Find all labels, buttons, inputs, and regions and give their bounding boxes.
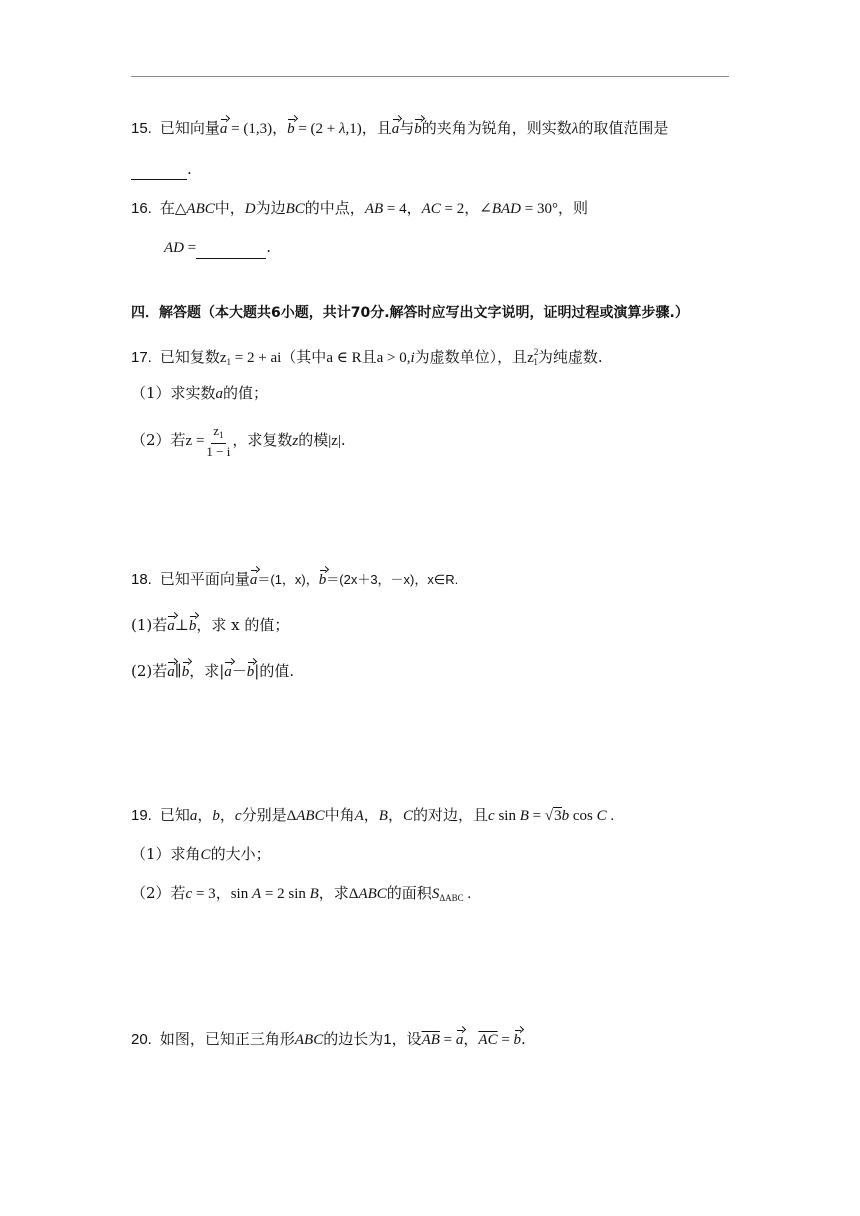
header-rule [131, 76, 729, 77]
section-title: 四．解答题（本大题共6小题，共计70分.解答时应写出文字说明，证明过程或演算步骤.） [131, 305, 689, 321]
answer-blank [196, 244, 266, 259]
answer-blank [131, 165, 187, 180]
problem-17-q2: （2）若z = $\frac{z_1}{1 - i}$ ，求复数z的模|z|. [131, 423, 346, 459]
problem-20-line1: 20. 如图，已知正三角形ABC的边长为1，设$\overline{AB} = a$，$\overline{AC} = b$. [131, 1027, 526, 1051]
problem-19-q2: （2）若c = 3，sin A = 2 sin B，求ΔABC的面积$S_{\Delta ABC}$ . [131, 884, 472, 903]
problem-19-line1: 19. 已知a，b，c分别是ΔABC中角A，B，C的对边，且c sin B = √3b cos C . [131, 806, 615, 824]
problem-18-q1: (1)若a⊥b，求 x 的值； [131, 613, 289, 637]
problem-16-line1: 16. 在△ABC中，D为边BC的中点，AB = 4，AC = 2，∠BAD = 30°，则 [131, 199, 589, 217]
problem-17-line1: 17. 已知复数$z_1 = 2 + ai$（其中a ∈ R且a > 0,i为虚数单位），且$z^2_1$为纯虚数. [131, 347, 603, 367]
problem-18-line1: 18. 已知平面向量a＝(1，x)，b＝(2x＋3，－x)，x∈R. [131, 567, 458, 591]
problem-15-line2: . [131, 158, 192, 180]
problem-16-line2: AD = . [164, 236, 271, 259]
problem-17-q1: （1）求实数a的值； [131, 384, 269, 402]
problem-15-line1: 15. 已知向量a = (1,3)，b = (2 + λ,1)，且a与b的夹角为锐角，则实数λ的取值范围是 [131, 116, 668, 140]
problem-19-q1: （1）求角C的大小； [131, 845, 271, 863]
problem-18-q2: (2)若a∥b，求|a－b|的值. [131, 659, 294, 683]
